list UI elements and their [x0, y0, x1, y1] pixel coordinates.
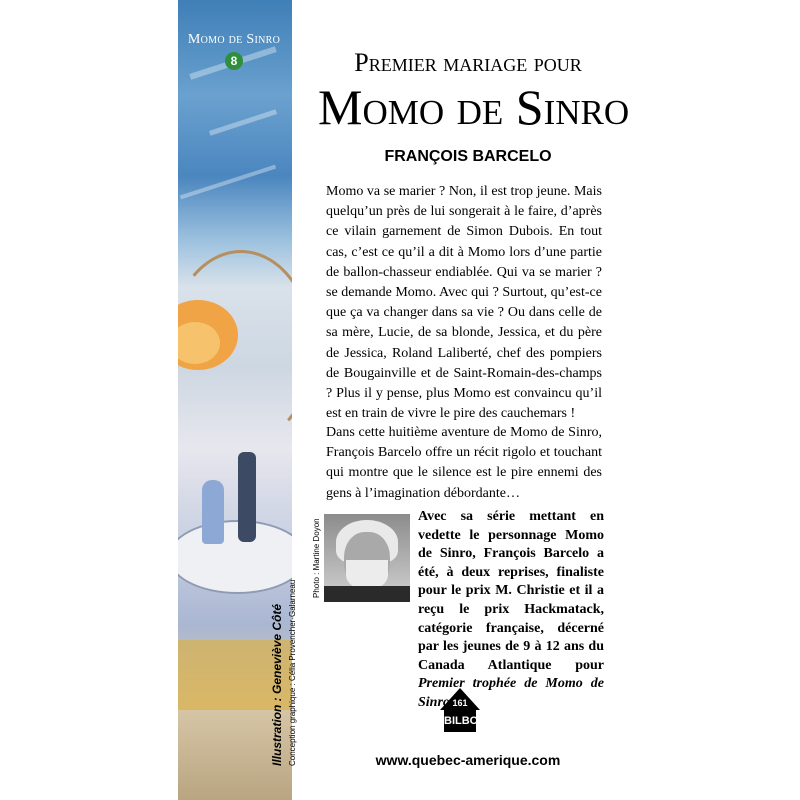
author-bio — [418, 508, 604, 713]
illustration-wedding-cake — [178, 520, 292, 594]
book-title-line1: Premier mariage pour — [354, 48, 582, 77]
design-credit: Conception graphique : Célia Provencher-Galarneau — [288, 579, 297, 766]
author-photo — [324, 514, 410, 602]
award-book-title: Premier trophée de Momo de Sinro — [418, 676, 604, 710]
blurb-paragraph: Momo va se marier ? Non, il est trop jeune. Mais quelqu’un près de lui songerait à le faire, d’après ce vilain garnement de Simon Dubois. En tout cas, c’est ce qu’il a dit à Momo lors d’une partie de ballon-chasseur endiablée. Qui va se marier ? se demande Momo. Avec qui ? Surtout, qu’est-ce que ça va changer dans sa vie ? Ou dans celle de sa mère, Lucie, de sa blonde, Jessica, et du père de Jessica, Roland Laliberté, chef des pompiers de Bougainville et de Saint-Romain-des-champs ? Plus il y pense, plus Momo est convaincu qu’il est en train de vivre le pire des cauchemars ! — [326, 184, 602, 422]
author-bio-text: Avec sa série mettant en vedette le personnage Momo de Sinro, François Barcelo a été, à deux reprises, finaliste pour le prix M. Christie et il a reçu le prix Hackmatack, catégorie française, décerné par les jeunes de 9 à 12 ans du Canada Atlantique pour — [418, 509, 604, 673]
publisher-logo — [440, 688, 480, 744]
logo-number: 161 — [452, 698, 468, 708]
illustration-bride — [202, 480, 224, 544]
book-back-cover — [178, 0, 630, 800]
illustration-groom — [238, 452, 256, 542]
illustration-credit: Illustration : Geneviève Côté — [270, 603, 284, 766]
series-number-badge: 8 — [225, 52, 243, 70]
photo-credit: Photo : Martine Doyon — [312, 518, 321, 598]
logo-name: BILBO — [444, 710, 476, 732]
book-title-line2: Momo de Sinro — [318, 79, 630, 135]
author-name: FRANÇOIS BARCELO — [384, 148, 552, 165]
blurb-paragraph: Dans cette huitième aventure de Momo de Sinro, François Barcelo offre un récit rigolo et touchant qui montre que le silence est le pire ennemi des gens à l’imagination débordante… — [326, 425, 602, 501]
publisher-url: www.quebec-amerique.com — [375, 752, 561, 768]
author-bio-end: . — [449, 694, 454, 710]
series-name: Momo de Sinro — [187, 32, 281, 47]
